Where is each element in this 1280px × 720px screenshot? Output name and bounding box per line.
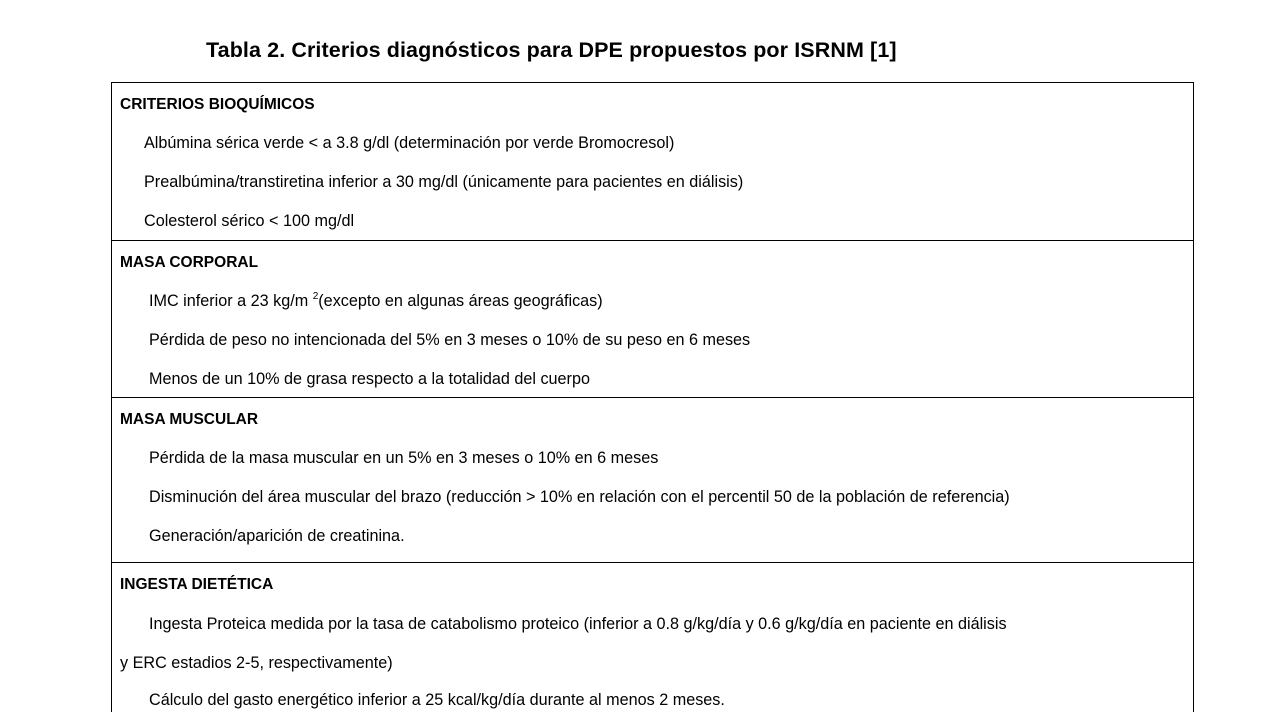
criterion-item: Menos de un 10% de grasa respecto a la totalidad del cuerpo (149, 370, 590, 388)
criterion-item (149, 291, 603, 311)
criterion-item: Pérdida de la masa muscular en un 5% en 3 meses o 10% en 6 meses (149, 449, 659, 467)
criterion-item: Pérdida de peso no intencionada del 5% en 3 meses o 10% de su peso en 6 meses (149, 331, 751, 349)
section-heading: INGESTA DIETÉTICA (120, 576, 274, 593)
section-heading: MASA CORPORAL (120, 254, 259, 271)
section-dietary-intake (112, 562, 1193, 713)
section-heading: MASA MUSCULAR (120, 411, 259, 428)
section-body-mass (112, 240, 1193, 397)
superscript: 2 (312, 291, 319, 302)
document-title: Tabla 2. Criterios diagnósticos para DPE propuestos por ISRNM [1] (206, 38, 897, 62)
criteria-table (111, 82, 1194, 712)
section-biochemical (112, 83, 1193, 240)
criterion-text: IMC inferior a 23 kg/m (149, 292, 313, 310)
criterion-item-continuation: y ERC estadios 2-5, respectivamente) (120, 654, 393, 672)
criterion-item: Albúmina sérica verde < a 3.8 g/dl (determinación por verde Bromocresol) (144, 134, 675, 152)
section-muscle-mass (112, 397, 1193, 562)
criterion-item: Ingesta Proteica medida por la tasa de catabolismo proteico (inferior a 0.8 g/kg/día y 0.6 g/kg/día en paciente en diálisis (149, 615, 1007, 633)
criterion-item: Generación/aparición de creatinina. (149, 527, 405, 545)
criterion-item: Prealbúmina/transtiretina inferior a 30 mg/dl (únicamente para pacientes en diálisis) (144, 173, 744, 191)
criterion-item: Colesterol sérico < 100 mg/dl (144, 212, 355, 230)
criterion-item: Disminución del área muscular del brazo (reducción > 10% en relación con el percentil 50 de la población de referencia) (149, 488, 1010, 506)
criterion-item: Cálculo del gasto energético inferior a 25 kcal/kg/día durante al menos 2 meses. (149, 691, 725, 709)
section-heading: CRITERIOS BIOQUÍMICOS (120, 96, 315, 113)
criterion-text: (excepto en algunas áreas geográficas) (318, 292, 603, 310)
